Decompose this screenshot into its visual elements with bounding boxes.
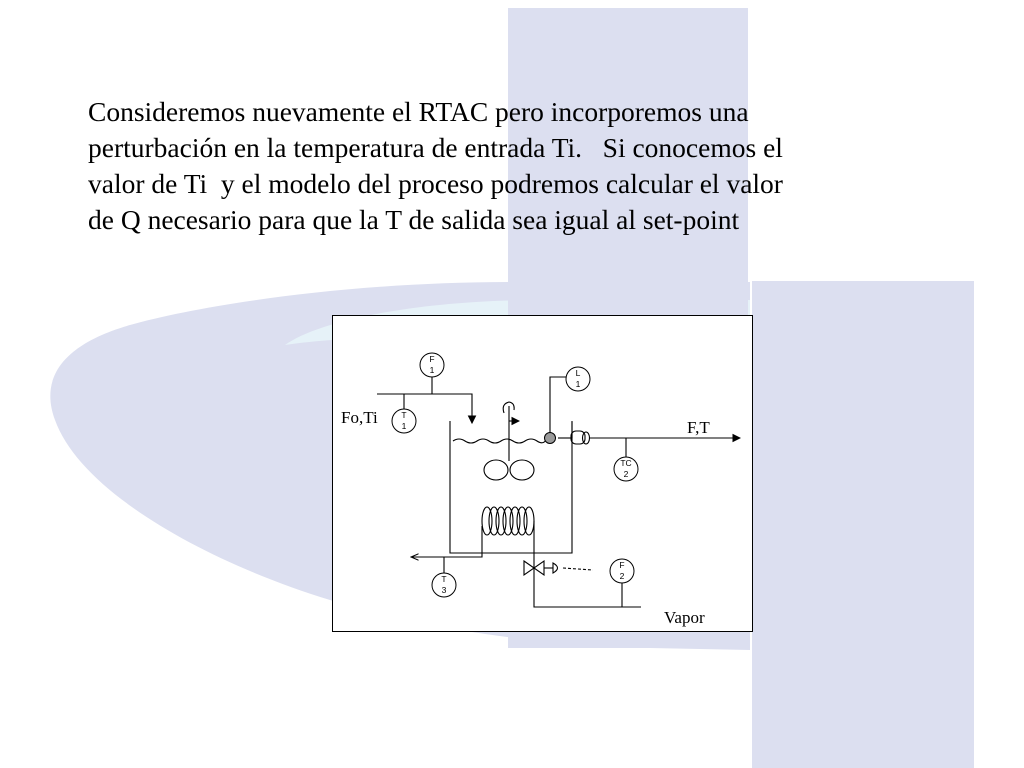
- heating-coil: [482, 507, 534, 535]
- t3-tag-letter: T: [441, 574, 447, 584]
- impeller-left-blade: [484, 460, 508, 480]
- watermark-i-stem: [752, 281, 974, 768]
- f1-tag-number: 1: [429, 365, 435, 375]
- valve-actuator: [553, 563, 558, 573]
- t3-tag-number: 3: [441, 585, 447, 595]
- t1-tag-letter: T: [401, 410, 407, 420]
- l1-tag-letter: L: [575, 368, 581, 378]
- body-line-1: Consideremos nuevamente el RTAC pero incorporemos una: [88, 96, 749, 127]
- controller-signal-dashed: [563, 568, 593, 570]
- process-diagram-frame: [332, 315, 753, 632]
- inlet-line: [377, 394, 472, 423]
- body-line-4: de Q necesario para que la T de salida sea igual al set-point: [88, 204, 740, 235]
- outlet-stream-label: F,T: [687, 418, 710, 437]
- l1-signal-line: [550, 377, 566, 437]
- condensate-line: [411, 526, 482, 557]
- tc2-tag-number: 2: [623, 469, 629, 479]
- slide-body-text: [88, 94, 988, 238]
- tc2-tag-letter: TC: [620, 458, 632, 468]
- liquid-surface: [453, 439, 546, 443]
- level-sensor-bulb: [545, 433, 556, 444]
- t1-tag-number: 1: [401, 421, 407, 431]
- steam-stream-label: Vapor: [664, 608, 705, 627]
- f2-tag-letter: F: [619, 560, 625, 570]
- impeller-right-blade: [510, 460, 534, 480]
- f1-tag-letter: F: [429, 354, 435, 364]
- f2-tag-number: 2: [619, 571, 625, 581]
- l1-tag-number: 1: [575, 379, 581, 389]
- inlet-stream-label: Fo,Ti: [341, 408, 378, 427]
- outlet-nozzle-end: [583, 432, 590, 444]
- cstr-feedforward-diagram: [333, 316, 754, 633]
- body-line-3: valor de Ti y el modelo del proceso podremos calcular el valor: [88, 168, 783, 199]
- body-line-2: perturbación en la temperatura de entrada Ti. Si conocemos el: [88, 132, 783, 163]
